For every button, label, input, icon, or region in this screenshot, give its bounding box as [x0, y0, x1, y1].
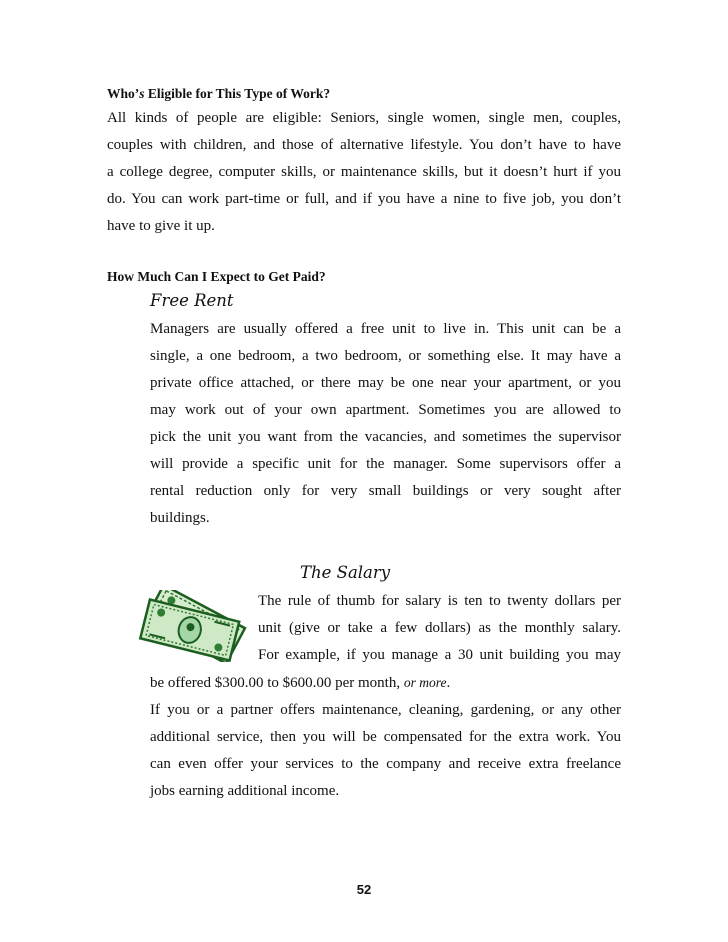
text-line: pick the unit you want from the vacancies, and sometimes the supervisor [150, 429, 621, 445]
text-line: All kinds of people are eligible: Seniors, single women, single men, couples, [107, 110, 621, 126]
pay-heading: How Much Can I Expect to Get Paid? [107, 269, 326, 284]
text-line: can even offer your services to the company and receive extra freelance [150, 756, 621, 772]
text-line: The rule of thumb for salary is ten to twenty dollars per [258, 593, 621, 609]
offer-line: be offered $300.00 to $600.00 per month, or more. [150, 675, 451, 691]
salary-title: The Salary [300, 563, 391, 582]
text-line: For example, if you manage a 30 unit building you may [258, 647, 621, 663]
text-line: buildings. [150, 510, 210, 526]
free-rent-title: Free Rent [150, 291, 234, 310]
eligibility-heading: Who’s Eligible for This Type of Work? [107, 86, 331, 101]
text-line: have to give it up. [107, 218, 215, 234]
salary-paragraph [150, 669, 621, 805]
text-line: additional service, then you will be compensated for the extra work. You [150, 729, 621, 745]
text-line: unit (give or take a few dollars) as the monthly salary. [258, 620, 621, 636]
text-line: jobs earning additional income. [150, 783, 340, 799]
text-line: may work out of your own apartment. Sometimes you are allowed to [150, 402, 621, 418]
text-line: Managers are usually offered a free unit to live in. This unit can be a [150, 321, 621, 337]
text-line: single, a one bedroom, a two bedroom, or something else. It may have a [150, 348, 621, 364]
free-rent-paragraph [150, 316, 621, 532]
money-bills-icon [138, 590, 250, 662]
text-line: will provide a specific unit for the manager. Some supervisors offer a [150, 456, 621, 472]
text-line: private office attached, or there may be one near your apartment, or you [150, 375, 621, 391]
text-line: do. You can work part-time or full, and if you have a nine to five job, you don’t [107, 191, 621, 207]
salary-paragraph-beside-image [258, 588, 621, 669]
text-line: couples with children, and those of alternative lifestyle. You don’t have to have [107, 137, 621, 153]
text-line: a college degree, computer skills, or maintenance skills, but it doesn’t hurt if you [107, 164, 621, 180]
page-number: 52 [356, 882, 372, 897]
eligibility-paragraph [107, 105, 621, 240]
text-line: If you or a partner offers maintenance, cleaning, gardening, or any other [150, 702, 621, 718]
text-line: rental reduction only for very small buildings or very sought after [150, 483, 621, 499]
